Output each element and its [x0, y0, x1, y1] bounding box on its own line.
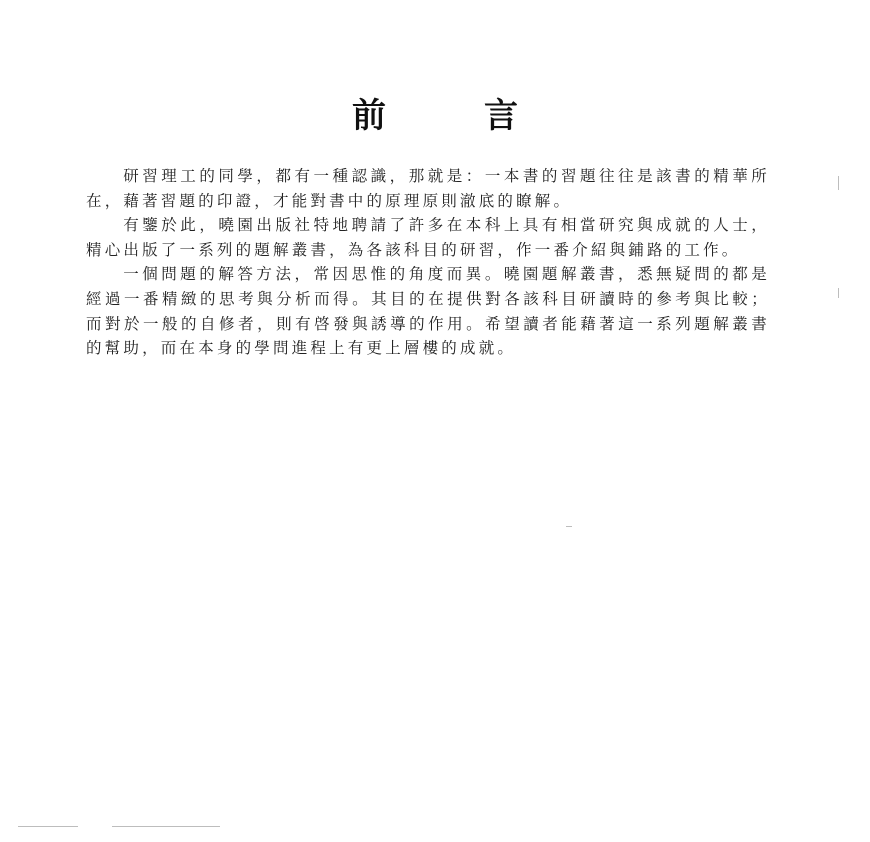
- page-title: [0, 94, 870, 138]
- page-title-char-1: 前: [352, 96, 386, 136]
- paragraph-2: 有鑒於此，曉園出版社特地聘請了許多在本科上具有相當研究與成就的人士，精心出版了一系列的題解叢書，為各該科目的研習，作一番介紹與鋪路的工作。: [86, 216, 770, 259]
- paragraph-1: 研習理工的同學，都有一種認識，那就是：一本書的習題往往是該書的精華所在，藉著習題的印證，才能對書中的原理原則澈底的瞭解。: [86, 167, 770, 210]
- paragraph-3: 一個問題的解答方法，常因思惟的角度而異。曉園題解叢書，悉無疑問的都是經過一番精緻的思考與分析而得。其目的在提供對各該科目研讀時的參考與比較；而對於一般的自修者，則有啓發與誘導的作用。希望讀者能藉著這一系列題解叢書的幫助，而在本身的學問進程上有更上層樓的成就。: [86, 265, 770, 358]
- scan-speck: [838, 176, 839, 190]
- scan-speck: [112, 826, 220, 827]
- scan-speck: [18, 826, 78, 827]
- scan-speck: [838, 288, 839, 298]
- preface-body: [86, 164, 770, 361]
- page-title-char-2: 言: [484, 96, 518, 136]
- scan-speck: [566, 526, 572, 527]
